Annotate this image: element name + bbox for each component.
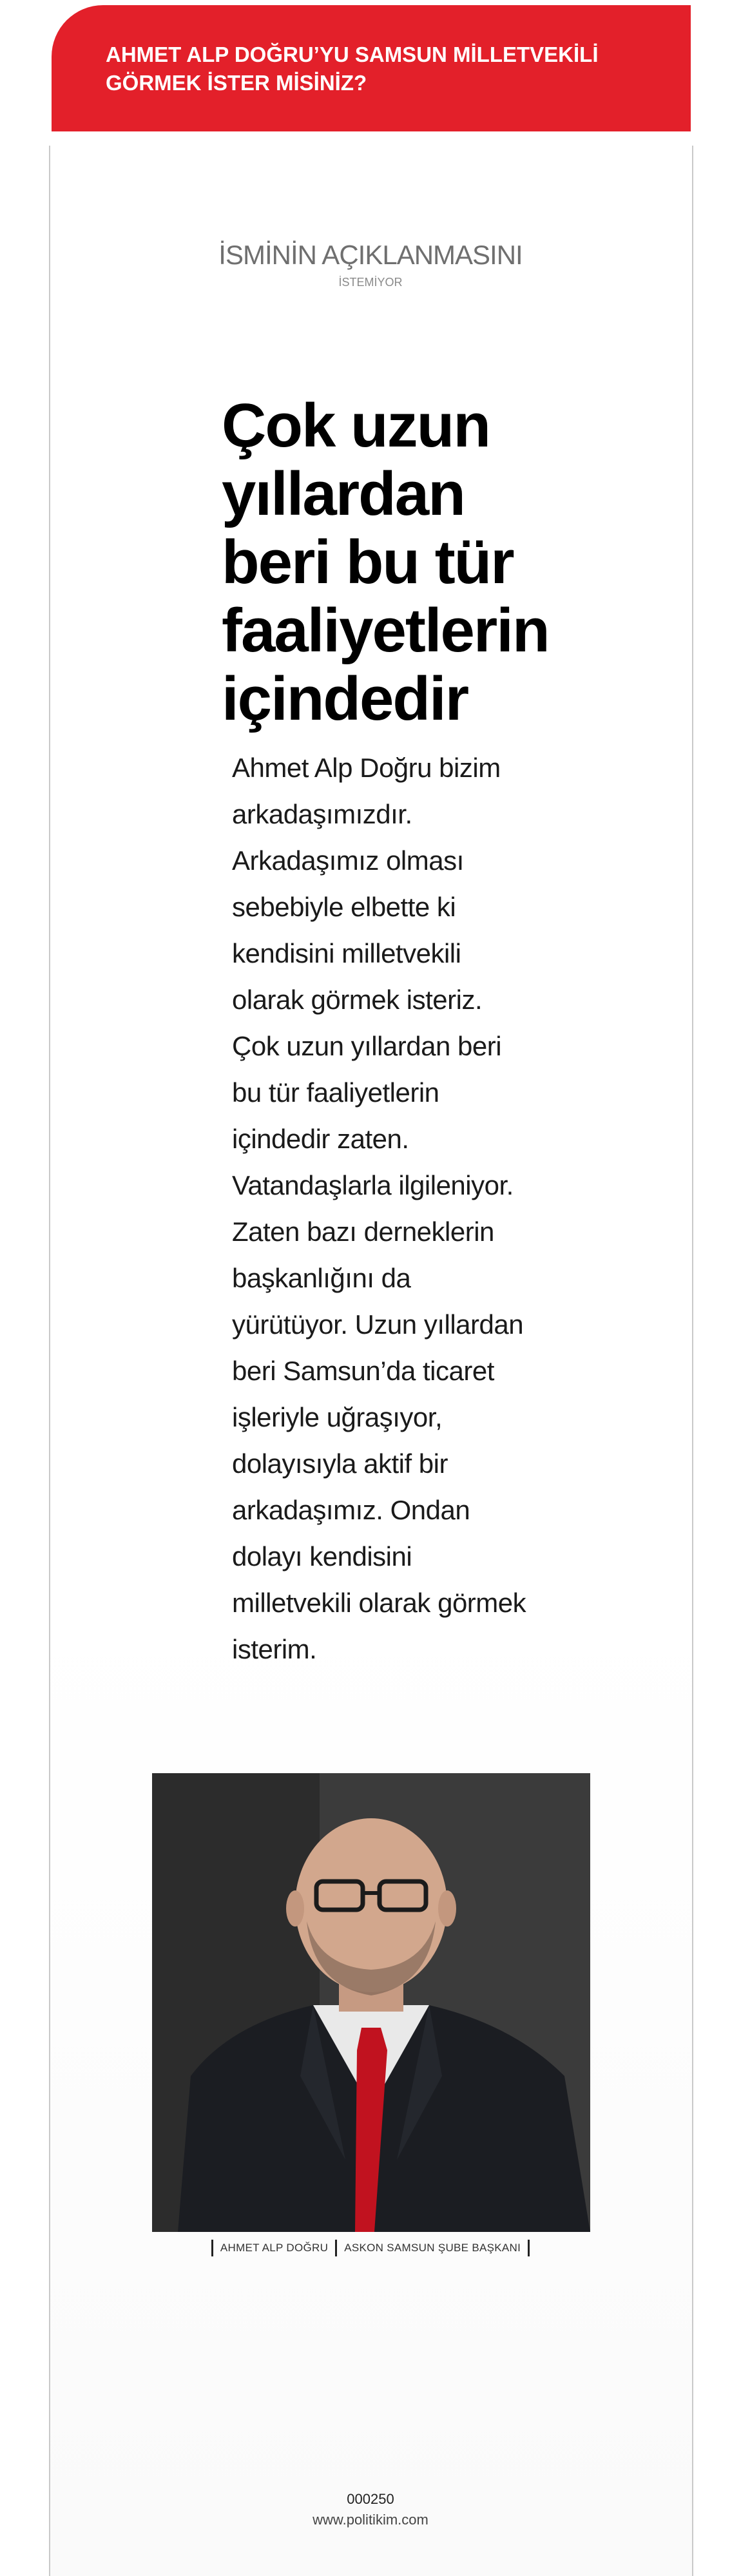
photo-caption [0, 2240, 741, 2256]
page-number: 000250 [347, 2491, 394, 2507]
caption-divider [528, 2240, 530, 2256]
caption-divider [211, 2240, 213, 2256]
article-body: Ahmet Alp Doğru bizim arkadaşımızdır. Arkadaşımız olması sebebiyle elbette ki kendisini milletvekili olarak görmek isteriz. Çok uzun yıllardan beri bu tür faaliyetlerin içindedir zaten. Vatandaşlarla ilgileniyor. Zaten bazı derneklerin başkanlığını da yürütüyor. Uzun yıllardan beri Samsun’da ticaret işleriyle uğraşıyor, dolayısıyla aktif bir arkadaşımız. Ondan dolayı kendisini milletvekili olarak görmek isterim. [232, 753, 526, 1664]
article-headline: Çok uzun yıllardan beri bu tür faaliyetlerin içindedir [222, 391, 549, 733]
portrait-illustration [152, 1773, 590, 2232]
respondent-name: İSMİNİN AÇIKLANMASINI [218, 240, 523, 270]
header-banner [52, 5, 691, 131]
portrait-photo [152, 1773, 590, 2232]
caption-title: ASKON SAMSUN ŞUBE BAŞKANI [344, 2242, 521, 2254]
caption-divider [335, 2240, 337, 2256]
header-title: AHMET ALP DOĞRU’YU SAMSUN MİLLETVEKİLİ GÖRMEK İSTER MİSİNİZ? [106, 43, 599, 95]
caption-name: AHMET ALP DOĞRU [220, 2242, 329, 2254]
website-link[interactable]: www.politikim.com [313, 2512, 428, 2528]
respondent-note: İSTEMİYOR [338, 276, 403, 289]
